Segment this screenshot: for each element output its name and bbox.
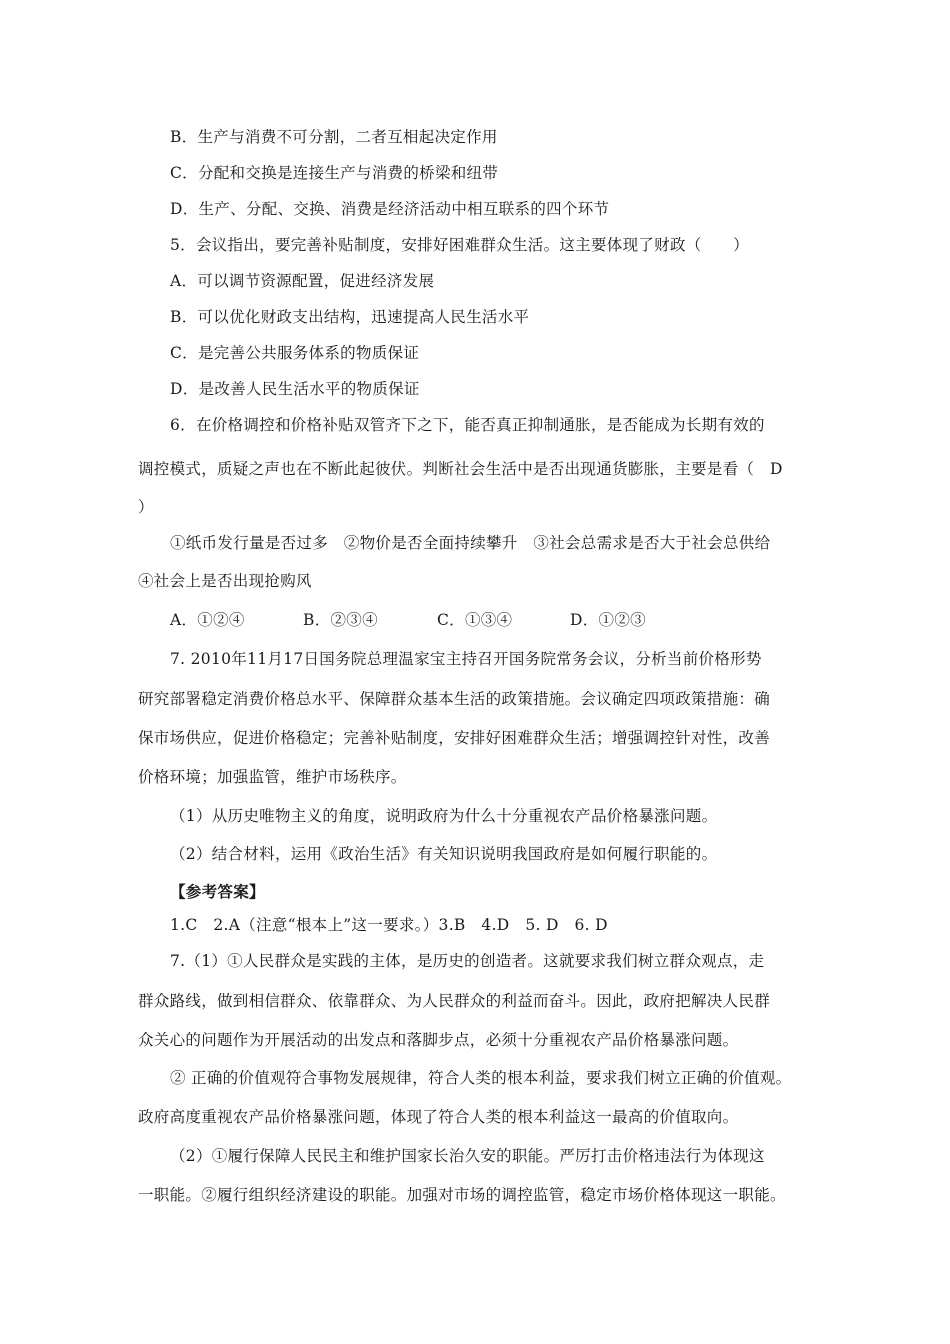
answer-7-1-line-3: 众关心的问题作为开展活动的出发点和落脚步点，必须十分重视农产品价格暴涨问题。 — [138, 1031, 739, 1049]
answer-7-2-line-1: （2）①履行保障人民民主和维护国家长治久安的职能。严厉打击价格违法行为体现这 — [170, 1147, 765, 1165]
answers-heading: 【参考答案】 — [170, 883, 265, 901]
answer-7-1-line-1: 7.（1）①人民群众是实践的主体，是历史的创造者。这就要求我们树立群众观点，走 — [170, 952, 765, 970]
q5-stem: 5．会议指出，要完善补贴制度，安排好困难群众生活。这主要体现了财政（ ） — [170, 236, 749, 254]
q6-option-c: C．①③④ — [437, 611, 513, 629]
q7-sub-question-1: （1）从历史唯物主义的角度，说明政府为什么十分重视农产品价格暴涨问题。 — [170, 807, 718, 825]
q7-line-3: 保市场供应，促进价格稳定；完善补贴制度，安排好困难群众生活；增强调控针对性，改善 — [138, 729, 771, 747]
answer-7-1-line-5: 政府高度重视农产品价格暴涨问题，体现了符合人类的根本利益这一最高的价值取向。 — [138, 1108, 739, 1126]
q5-option-c: C．是完善公共服务体系的物质保证 — [170, 344, 420, 362]
q7-line-2: 研究部署稳定消费价格总水平、保障群众基本生活的政策措施。会议确定四项政策措施：确 — [138, 690, 771, 708]
q6-items-line-2: ④社会上是否出现抢购风 — [138, 572, 312, 590]
q6-option-a: A．①②④ — [170, 611, 245, 629]
answers-line-1: 1.C 2.A（注意“根本上”这一要求。）3.B 4.D 5. D 6. D — [170, 916, 608, 934]
q6-stem-line-2: 调控模式，质疑之声也在不断此起彼伏。判断社会生活中是否出现通货膨胀，主要是看（ D — [138, 460, 783, 478]
answer-7-1-line-2: 群众路线，做到相信群众、依靠群众、为人民群众的利益而奋斗。因此，政府把解决人民群 — [138, 992, 771, 1010]
q6-stem-line-1: 6．在价格调控和价格补贴双管齐下之下，能否真正抑制通胀，是否能成为长期有效的 — [170, 416, 765, 434]
q5-option-d: D．是改善人民生活水平的物质保证 — [170, 380, 420, 398]
q6-option-d: D．①②③ — [570, 611, 646, 629]
q7-sub-question-2: （2）结合材料，运用《政治生活》有关知识说明我国政府是如何履行职能的。 — [170, 845, 718, 863]
answer-7-2-line-2: 一职能。②履行组织经济建设的职能。加强对市场的调控监管，稳定市场价格体现这一职能。 — [138, 1186, 786, 1204]
q4-option-d: D．生产、分配、交换、消费是经济活动中相互联系的四个环节 — [170, 200, 610, 218]
q6-option-b: B．②③④ — [303, 611, 378, 629]
q6-items-line-1: ①纸币发行量是否过多 ②物价是否全面持续攀升 ③社会总需求是否大于社会总供给 — [170, 534, 771, 552]
answer-7-1-line-4: ② 正确的价值观符合事物发展规律，符合人类的根本利益，要求我们树立正确的价值观。 — [170, 1069, 792, 1087]
q7-line-1: 7. 2010年11月17日国务院总理温家宝主持召开国务院常务会议，分析当前价格形势 — [170, 650, 762, 668]
q5-option-b: B．可以优化财政支出结构，迅速提高人民生活水平 — [170, 308, 530, 326]
q4-option-c: C．分配和交换是连接生产与消费的桥梁和纽带 — [170, 164, 499, 182]
q7-line-4: 价格环境；加强监管，维护市场秩序。 — [138, 768, 407, 786]
q6-stem-line-3: ） — [138, 498, 154, 516]
q5-option-a: A．可以调节资源配置，促进经济发展 — [170, 272, 435, 290]
q4-option-b: B．生产与消费不可分割，二者互相起决定作用 — [170, 128, 498, 146]
